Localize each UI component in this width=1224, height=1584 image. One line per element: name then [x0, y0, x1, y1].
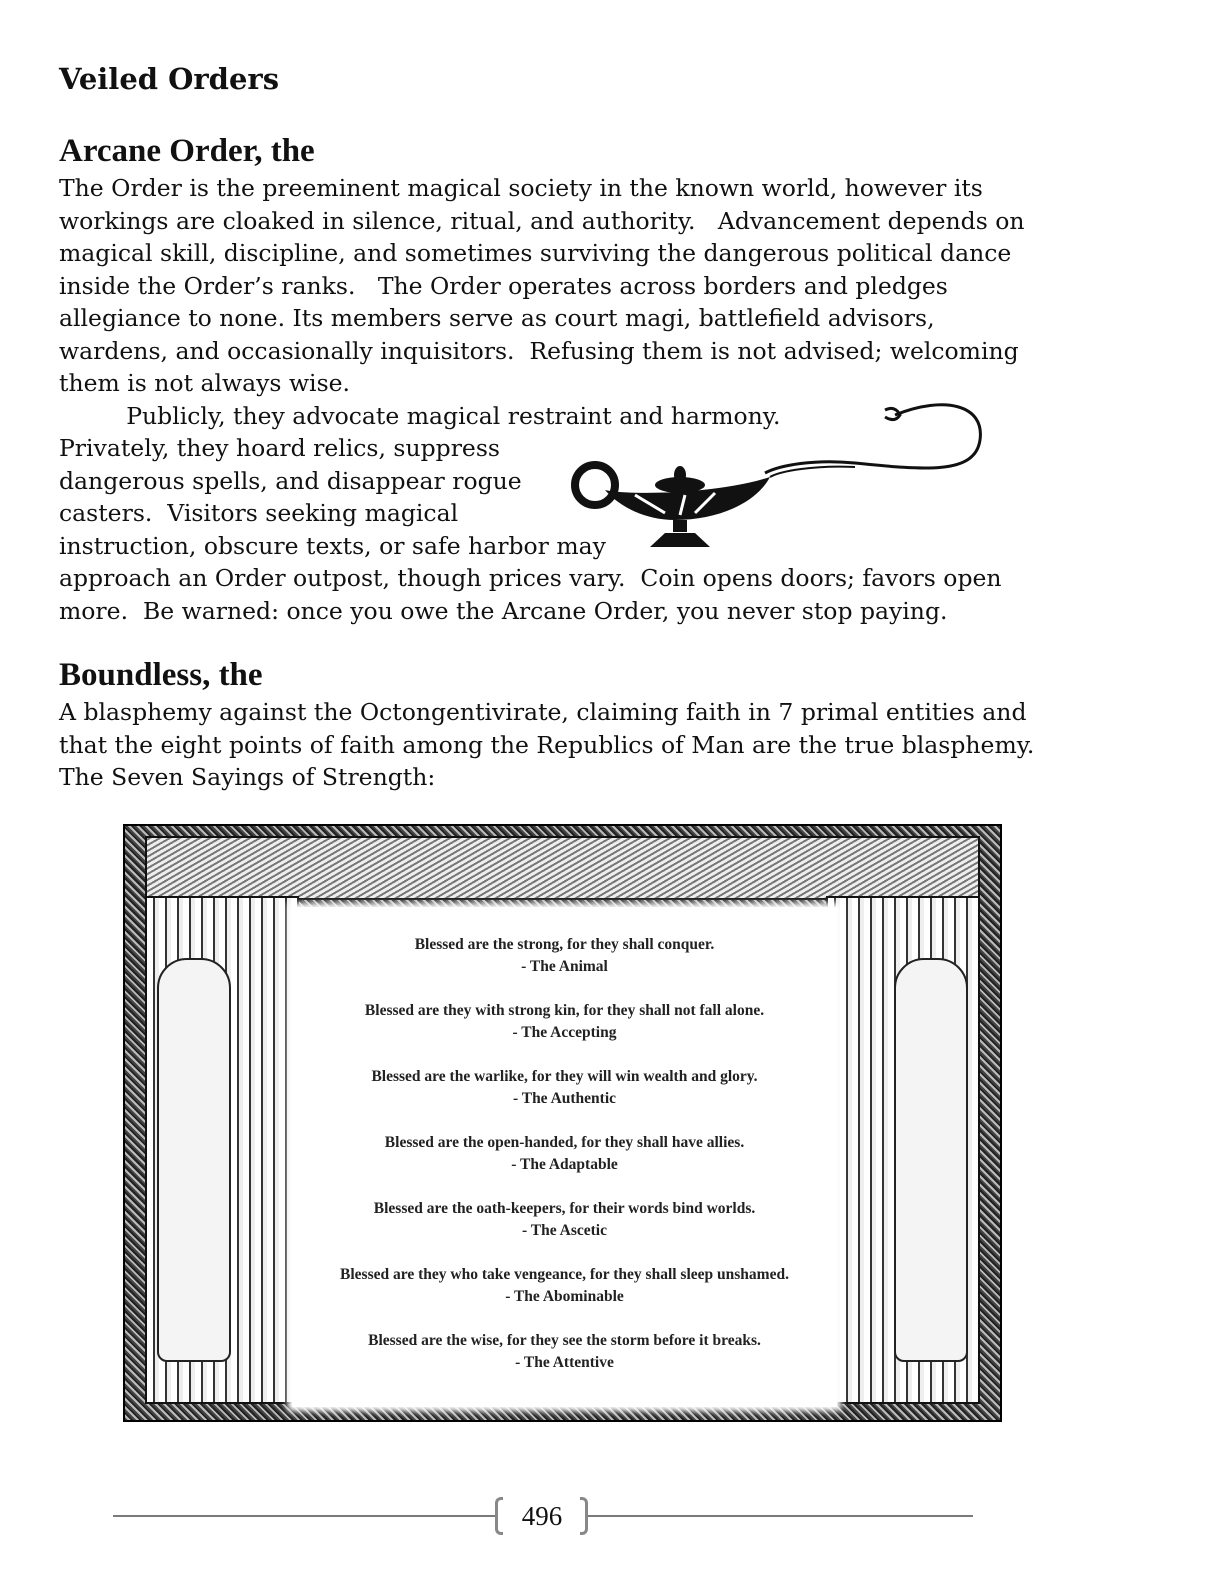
text-line: Publicly, they advocate magical restraint and harmony.	[59, 401, 781, 430]
text-line: wardens, and occasionally inquisitors. Refusing them is not advised; welcoming	[59, 336, 1019, 365]
saying-text: Blessed are the open-handed, for they shall have allies.	[384, 1134, 745, 1151]
saying-source: - The Animal	[521, 958, 608, 975]
text-line: allegiance to none. Its members serve as court magi, battlefield advisors,	[59, 304, 935, 332]
saying	[292, 1132, 837, 1176]
saying-source: - The Authentic	[512, 1090, 617, 1107]
text-line: A blasphemy against the Octongentivirate, claiming faith in 7 primal entities and	[59, 698, 1027, 726]
text-line: casters. Visitors seeking magical	[59, 499, 459, 527]
saying-source: - The Ascetic	[522, 1222, 607, 1239]
saying-text: Blessed are the oath-keepers, for their words bind worlds.	[373, 1200, 756, 1217]
saying	[292, 1066, 837, 1110]
text-line: Privately, they hoard relics, suppress	[59, 434, 500, 462]
frame-top-border	[145, 836, 980, 900]
text-line: The Seven Sayings of Strength:	[59, 763, 436, 791]
footer-rule-left	[113, 1515, 495, 1517]
text-line: dangerous spells, and disappear rogue	[59, 466, 522, 495]
saying	[292, 1330, 837, 1374]
saying	[292, 934, 837, 978]
text-line: them is not always wise.	[59, 369, 351, 397]
text-line: The Order is the preeminent magical society in the known world, however its	[59, 174, 983, 202]
left-curtain-column	[145, 896, 299, 1404]
saying-source: - The Accepting	[512, 1024, 617, 1041]
text-line: inside the Order’s ranks. The Order operates across borders and pledges	[59, 271, 948, 300]
right-curtain-column	[826, 896, 980, 1404]
saying-source: - The Attentive	[515, 1354, 614, 1371]
saying	[292, 1264, 837, 1308]
page-number: 496	[521, 1501, 563, 1531]
text-line: more. Be warned: once you owe the Arcane Order, you never stop paying.	[59, 596, 948, 625]
section-heading-arcane-order: Arcane Order, the	[59, 133, 315, 169]
right-figure	[894, 958, 968, 1362]
saying-text: Blessed are they with strong kin, for they shall not fall alone.	[364, 1002, 765, 1019]
saying-text: Blessed are the warlike, for they will win wealth and glory.	[371, 1068, 758, 1085]
page-title: Veiled Orders	[59, 62, 280, 96]
saying-text: Blessed are they who take vengeance, for they shall sleep unshamed.	[340, 1266, 789, 1283]
footer-rule-right	[588, 1515, 973, 1517]
left-figure	[157, 958, 231, 1362]
sayings-panel	[292, 907, 837, 1407]
text-line: instruction, obscure texts, or safe harbor may	[59, 531, 606, 560]
saying-source: - The Abominable	[505, 1288, 624, 1305]
saying	[292, 1000, 837, 1044]
saying-text: Blessed are the wise, for they see the storm before it breaks.	[368, 1332, 761, 1349]
text-line: that the eight points of faith among the Republics of Man are the true blasphemy.	[59, 730, 1035, 759]
text-line: workings are cloaked in silence, ritual, and authority. Advancement depends on	[59, 206, 1025, 235]
saying	[292, 1198, 837, 1242]
text-line: approach an Order outpost, though prices vary. Coin opens doors; favors open	[59, 564, 1002, 592]
ornate-frame-illustration	[123, 824, 1002, 1422]
text-line: magical skill, discipline, and sometimes surviving the dangerous political dance	[59, 239, 1012, 267]
saying-source: - The Adaptable	[511, 1156, 618, 1173]
oil-lamp-illustration	[565, 395, 990, 555]
saying-text: Blessed are the strong, for they shall conquer.	[414, 936, 715, 953]
section-heading-boundless: Boundless, the	[59, 657, 263, 693]
boundless-text	[59, 696, 1034, 794]
